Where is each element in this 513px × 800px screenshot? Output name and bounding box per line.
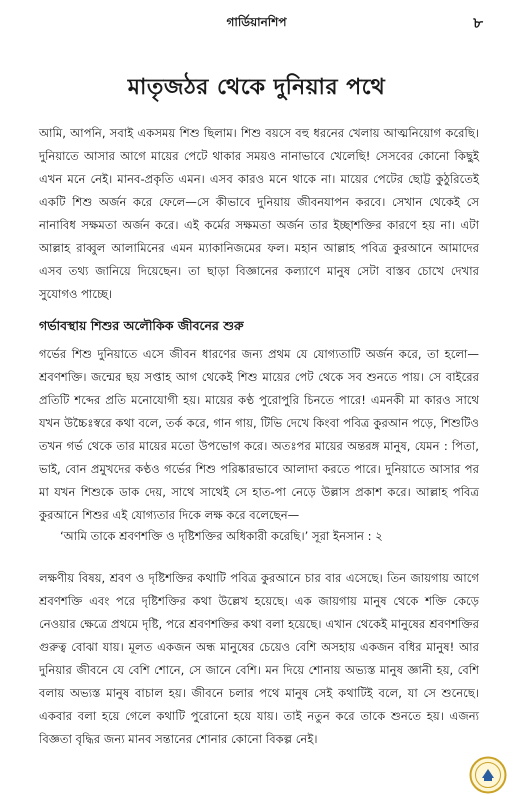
intro-paragraph: আমি, আপনি, সবাই একসময় শিশু ছিলাম। শিশু বয়সে বহু ধরনের খেলায় আত্মনিয়োগ করেছি। দুনিয়াতে আসার আগে মায়ের পেটে থাকার সময়ও নানাভাবে খেলেছি! সেসবের কোনো কিছুই এখন মনে নেই। মানব-প্রকৃতি এমন। এসব কারও মনে থাকে না। মায়ের পেটের ছোট্ট কুঠুরিতেই একটি শিশু অর্জন করে ফেলে—সে কীভাবে দুনিয়ায় জীবনযাপন করবে। সেখান থেকেই সে নানাবিধ সক্ষমতা অর্জন করে। এই কর্মের সক্ষমতা অর্জন তার ইচ্ছাশক্তির কারণে হয় না। এটা আল্লাহ রাব্বুল আলামিনের এমন ম্যাকানিজমের ফল। মহান আল্লাহ পবিত্র কুরআনে আমাদের এসব তথ্য জানিয়ে দিয়েছেন। তা ছাড়া বিজ্ঞানের কল্যাণে মানুষ সেটা বাস্তব চোখে দেখার সুযোগও পাচ্ছে। xyxy=(39,126,479,301)
quran-quote: ‘আমি তাকে শ্রবণশক্তি ও দৃষ্টিশক্তির অধিকারী করেছি।’ সূরা ইনসান : ২ xyxy=(60,529,383,543)
importance-paragraph: লক্ষণীয় বিষয়, শ্রবণ ও দৃষ্টিশক্তির কথাটি পবিত্র কুরআনে চার বার এসেছে। তিন জায়গায় আগে শ্রবণশক্তি এবং পরে দৃষ্টিশক্তির কথা উল্লেখ হয়েছে। এক জায়গায় মানুষ থেকে শক্তি কেড়ে নেওয়ার ক্ষেত্রে প্রথমে দৃষ্টি, পরে শ্রবণশক্তির কথা বলা হয়েছে। এখান থেকেই মানুষের শ্রবণশক্তির গুরুত্ব বোঝা যায়। মূলত একজন অন্ধ মানুষের চেয়েও বেশি অসহায় একজন বধির মানুষ! আর দুনিয়ার জীবনে যে বেশি শোনে, সে জানে বেশি। মন দিয়ে শোনায় অভ্যস্ত মানুষ জ্ঞানী হয়, বেশি বলায় অভ্যস্ত মানুষ বাচাল হয়। জীবনে চলার পথে মানুষ সেই কথাটিই বলে, যা সে শুনেছে। একবার বলা হয়ে গেলে কথাটি পুরোনো হয়ে যায়। তাই নতুন করে তাকে শুনতে হয়। এজন্য বিজ্ঞতা বৃদ্ধির জন্য মানব সন্তানের শোনার কোনো বিকল্প নেই। xyxy=(39,571,479,746)
section-heading: গর্ভাবস্থায় শিশুর অলৌকিক জীবনের শুরু xyxy=(39,318,244,333)
chapter-title: মাতৃজঠর থেকে দুনিয়ার পথে xyxy=(127,75,386,100)
hearing-paragraph: গর্ভের শিশু দুনিয়াতে এসে জীবন ধারণের জন্য প্রথম যে যোগ্যতাটি অর্জন করে, তা হলো—শ্রবণশক্তি। জন্মের ছয় সপ্তাহ আগ থেকেই শিশু মায়ের পেট থেকে সব শুনতে পায়। সে বাইরের প্রতিটি শব্দের প্রতি মনোযোগী হয়। মায়ের কণ্ঠ পুরোপুরি চিনতে পারে! এমনকী মা কারও সাথে যখন উচ্চৈঃস্বরে কথা বলে, তর্ক করে, গান গায়, টিভি দেখে কিংবা পবিত্র কুরআন পড়ে, শিশুটিও তখন গর্ভ থেকে তার মায়ের মতো উপভোগ করে। অতঃপর মায়ের অন্তরঙ্গ মানুষ, যেমন : পিতা, ভাই, বোন প্রমুখদের কণ্ঠও গর্ভের শিশু পরিষ্কারভাবে আলাদা করতে পারে। দুনিয়াতে আসার পর মা যখন শিশুকে ডাক দেয়, সাথে সাথেই সে হাত-পা নেড়ে উল্লাস প্রকাশ করে। আল্লাহ পবিত্র কুরআনে শিশুর এই যোগ্যতার দিকে লক্ষ করে বলেছেন— xyxy=(39,347,479,522)
running-head: গার্ডিয়ানশিপ xyxy=(226,15,287,29)
page-number: ৮ xyxy=(473,14,483,32)
publisher-logo-icon xyxy=(469,756,507,794)
